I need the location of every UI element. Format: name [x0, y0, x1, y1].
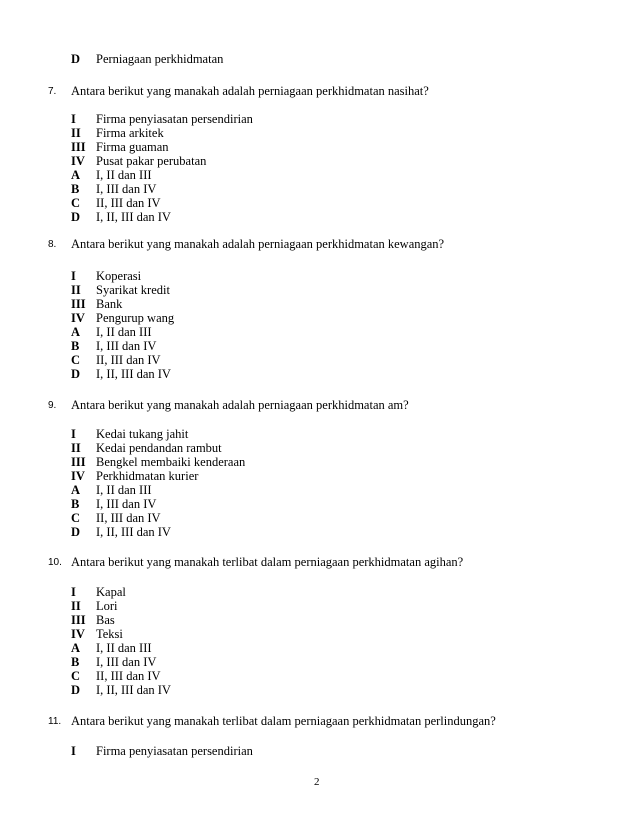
option-text: Firma penyiasatan persendirian: [96, 744, 253, 758]
question-text: Antara berikut yang manakah terlibat dalam perniagaan perkhidmatan agihan?: [71, 555, 464, 569]
option-label: I: [71, 269, 76, 283]
option-label: I: [71, 427, 76, 441]
option-label: II: [71, 126, 81, 140]
answer-text: I, II, III dan IV: [96, 367, 171, 381]
option-label: III: [71, 140, 86, 154]
answer-text: I, II, III dan IV: [96, 210, 171, 224]
answer-label: C: [71, 196, 81, 210]
answer-label: B: [71, 339, 80, 353]
answer-text: I, II dan III: [96, 641, 152, 655]
option-label: II: [71, 599, 81, 613]
option-text: Kapal: [96, 585, 126, 599]
answer-label: A: [71, 483, 81, 497]
option-text: Teksi: [96, 627, 123, 641]
option-label: I: [71, 585, 76, 599]
question-text: Antara berikut yang manakah adalah perniagaan perkhidmatan kewangan?: [71, 237, 445, 251]
answer-text: I, II, III dan IV: [96, 525, 171, 539]
answer-label: C: [71, 669, 81, 683]
answer-label: B: [71, 182, 80, 196]
question-number: 8.: [48, 239, 57, 250]
option-label: III: [71, 455, 86, 469]
question-number: 7.: [48, 86, 57, 97]
answer-text: II, III dan IV: [96, 353, 161, 367]
option-text: Perkhidmatan kurier: [96, 469, 199, 483]
option-text: Firma arkitek: [96, 126, 164, 140]
answer-text: II, III dan IV: [96, 669, 161, 683]
option-text: Perniagaan perkhidmatan: [96, 52, 224, 66]
option-label: IV: [71, 311, 85, 325]
question-text: Antara berikut yang manakah terlibat dalam perniagaan perkhidmatan perlindungan?: [71, 714, 496, 728]
option-label: II: [71, 283, 81, 297]
answer-label: B: [71, 655, 80, 669]
answer-label: D: [71, 367, 81, 381]
option-text: Kedai tukang jahit: [96, 427, 189, 441]
option-text: Bank: [96, 297, 123, 311]
option-label: I: [71, 744, 76, 758]
question-number: 10.: [48, 557, 62, 568]
answer-label: D: [71, 683, 81, 697]
option-label: I: [71, 112, 76, 126]
answer-text: II, III dan IV: [96, 511, 161, 525]
answer-text: II, III dan IV: [96, 196, 161, 210]
option-text: Firma guaman: [96, 140, 169, 154]
answer-text: I, II dan III: [96, 168, 152, 182]
answer-label: C: [71, 511, 81, 525]
option-label: III: [71, 297, 86, 311]
option-text: Bas: [96, 613, 115, 627]
answer-label: A: [71, 325, 81, 339]
option-label: IV: [71, 154, 85, 168]
answer-label: D: [71, 210, 81, 224]
answer-text: I, III dan IV: [96, 497, 157, 511]
question-text: Antara berikut yang manakah adalah perniagaan perkhidmatan am?: [71, 398, 409, 412]
answer-label: C: [71, 353, 81, 367]
option-label: II: [71, 441, 81, 455]
answer-label: D: [71, 525, 81, 539]
option-text: Kedai pendandan rambut: [96, 441, 222, 455]
option-label: IV: [71, 627, 85, 641]
answer-label: A: [71, 641, 81, 655]
answer-text: I, II dan III: [96, 483, 152, 497]
option-label: IV: [71, 469, 85, 483]
answer-label: B: [71, 497, 80, 511]
answer-label: A: [71, 168, 81, 182]
option-text: Firma penyiasatan persendirian: [96, 112, 253, 126]
answer-text: I, II, III dan IV: [96, 683, 171, 697]
option-text: Koperasi: [96, 269, 142, 283]
question-number: 11.: [48, 716, 62, 727]
answer-text: I, II dan III: [96, 325, 152, 339]
option-text: Pusat pakar perubatan: [96, 154, 207, 168]
question-number: 9.: [48, 400, 57, 411]
answer-text: I, III dan IV: [96, 182, 157, 196]
option-label: D: [71, 52, 81, 66]
option-text: Pengurup wang: [96, 311, 175, 325]
option-label: III: [71, 613, 86, 627]
option-text: Syarikat kredit: [96, 283, 170, 297]
question-text: Antara berikut yang manakah adalah perniagaan perkhidmatan nasihat?: [71, 84, 429, 98]
answer-text: I, III dan IV: [96, 655, 157, 669]
page-number: 2: [314, 776, 320, 788]
option-text: Lori: [96, 599, 118, 613]
option-text: Bengkel membaiki kenderaan: [96, 455, 246, 469]
answer-text: I, III dan IV: [96, 339, 157, 353]
